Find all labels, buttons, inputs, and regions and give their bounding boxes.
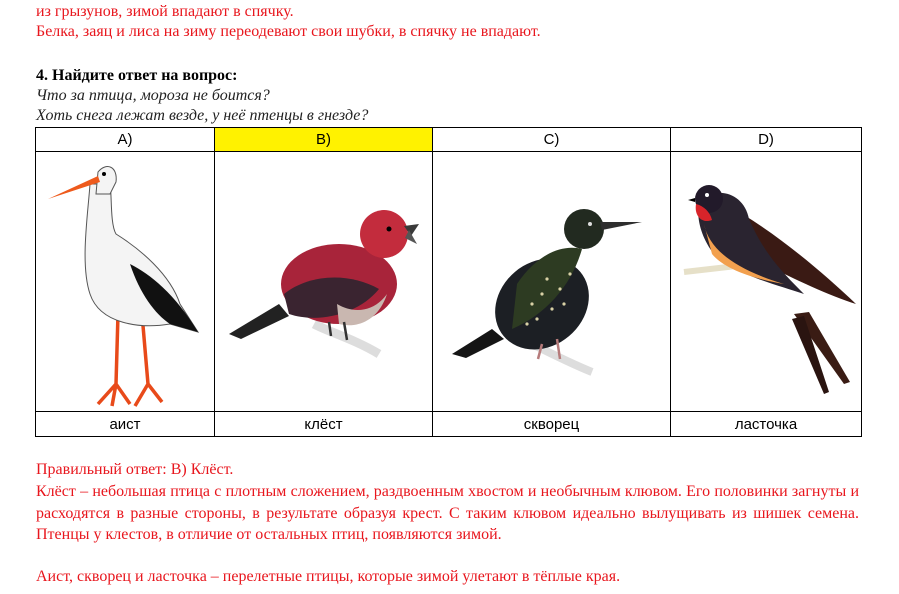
answer-note: Аист, скворец и ласточка – перелетные птицы, которые зимой улетают в тёплые края. <box>36 568 621 585</box>
crossbill-cell <box>215 152 433 412</box>
swallow-image <box>674 154 859 409</box>
riddle-line-2: Хоть снега лежат везде, у неё птенцы в гнезде? <box>36 107 369 124</box>
bird-names-row <box>36 412 862 437</box>
bird-images-row <box>36 152 862 412</box>
answer-explanation: Клёст – небольшая птица с плотным сложением, раздвоенным хвостом и необычным клювом. Его половинки загнуты и расходятся в разные стороны, в результате образуя крест. С таким клювом идеально вылущивать из шишек семена. Птенцы у клестов, в отличие от остальных птиц, появляются зимой. <box>36 483 859 543</box>
riddle-line-1: Что за птица, мороза не боится? <box>36 87 270 104</box>
bird-name-starling: скворец <box>433 412 671 437</box>
bird-name-swallow: ласточка <box>671 412 862 437</box>
question-heading: 4. Найдите ответ на вопрос: <box>36 67 238 84</box>
bird-name-crossbill: клёст <box>215 412 433 437</box>
swallow-cell <box>671 152 862 412</box>
text-line-squirrel: Белка, заяц и лиса на зиму переодевают свои шубки, в спячку не впадают. <box>36 23 541 40</box>
text-line-rodents: из грызунов, зимой впадают в спячку. <box>36 3 294 20</box>
stork-image <box>40 154 210 409</box>
option-letters-row <box>36 128 862 152</box>
option-letter-a: A) <box>36 128 215 152</box>
option-letter-d: D) <box>671 128 862 152</box>
birds-table <box>35 127 862 437</box>
stork-cell <box>36 152 215 412</box>
starling-image <box>442 154 662 409</box>
correct-answer: Правильный ответ: B) Клёст. <box>36 461 234 478</box>
option-letter-c: C) <box>433 128 671 152</box>
crossbill-image <box>219 154 429 409</box>
bird-name-stork: аист <box>36 412 215 437</box>
starling-cell <box>433 152 671 412</box>
option-letter-b: B) <box>215 128 433 152</box>
